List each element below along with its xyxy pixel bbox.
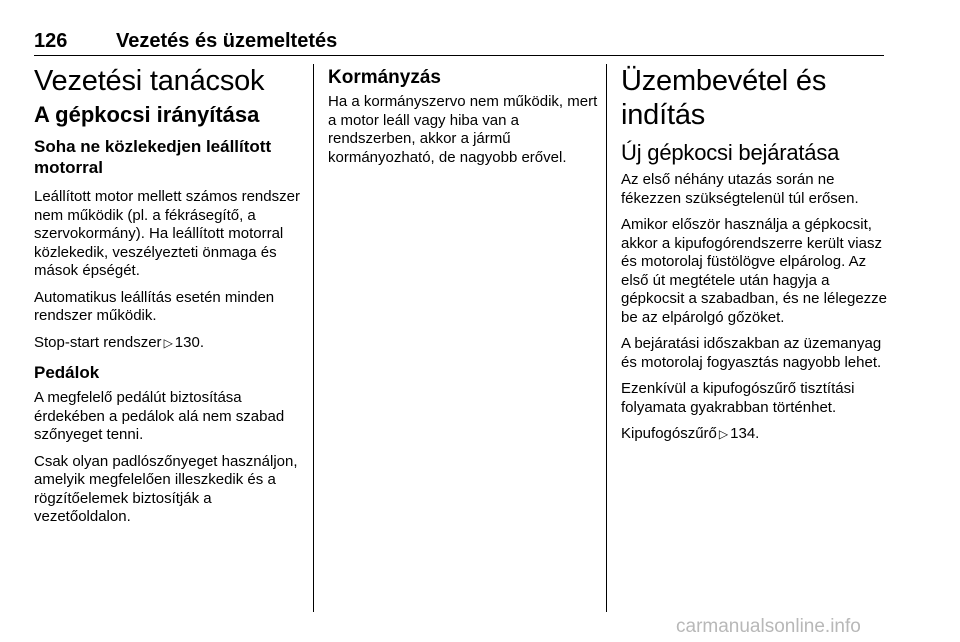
paragraph: Ezenkívül a kipufogószűrő tisztítási folyamata gyakrabban történhet. [621,380,855,416]
page-header [34,30,884,56]
cross-reference[interactable] [621,425,891,444]
chapter-title: Vezetés és üzemeltetés [116,30,338,52]
reference-text: Stop-start rendszer [34,333,162,351]
watermark: carmanualsonline.info [676,616,861,637]
paragraph: Ha a kormányszervo nem működik, mert a motor leáll vagy hiba van a rendszerben, akkor a jármű kormányozható, de nagyobb erővel. [328,93,598,166]
page-reference-arrow-icon: ▷ [163,335,173,350]
section-title: Üzembevétel és indítás [621,65,827,131]
section-subtitle: A gépkocsi irányítása [34,102,260,127]
column-middle [328,64,600,167]
page-number: 126 [34,30,68,52]
reference-text: Kipufogószűrő [621,425,717,442]
paragraph: Amikor először használja a gépkocsit, akkor a kipufogórendszerre került viasz és motorolaj füstölögve elpárolog. Az első út megtétele után hagyja a gépkocsit a szabadban, és ne lélegezze be az elpárolgó gőzöket. [621,216,888,326]
topic-heading-steering: Kormányzás [328,67,441,88]
column-right [621,64,891,444]
topic-heading: Soha ne közlekedjen leállított motorral [34,137,272,177]
paragraph: Automatikus leállítás esetén minden rendszer működik. [34,288,275,324]
paragraph: Az első néhány utazás során ne fékezzen szükségtelenül túl erősen. [621,171,859,207]
paragraph: Leállított motor mellett számos rendszer nem működik (pl. a fékrásegítő, a szervokormány). Ha leállított motorral közlekedik, veszélyezteti önmaga és mások épségét. [34,188,300,279]
reference-page: 134. [730,425,760,442]
page-reference-arrow-icon: ▷ [718,427,729,441]
section-title: Vezetési tanácsok [34,65,265,97]
cross-reference[interactable] [34,334,306,353]
paragraph: A megfelelő pedálút biztosítása érdekében a pedálok alá nem szabad szőnyeget tenni. [34,389,285,443]
reference-page: 130. [174,333,204,351]
column-divider-left [313,64,314,612]
paragraph: A bejáratási időszakban az üzemanyag és motorolaj fogyasztás nagyobb lehet. [621,335,882,371]
topic-heading-pedals: Pedálok [34,363,100,382]
section-subtitle: Új gépkocsi bejáratása [621,140,840,165]
paragraph: Csak olyan padlószőnyeget használjon, amelyik megfelelően illeszkedik és a rögzítőelemek biztosítják a vezetőoldalon. [34,452,298,525]
column-left [34,64,306,527]
column-divider-right [606,64,607,612]
